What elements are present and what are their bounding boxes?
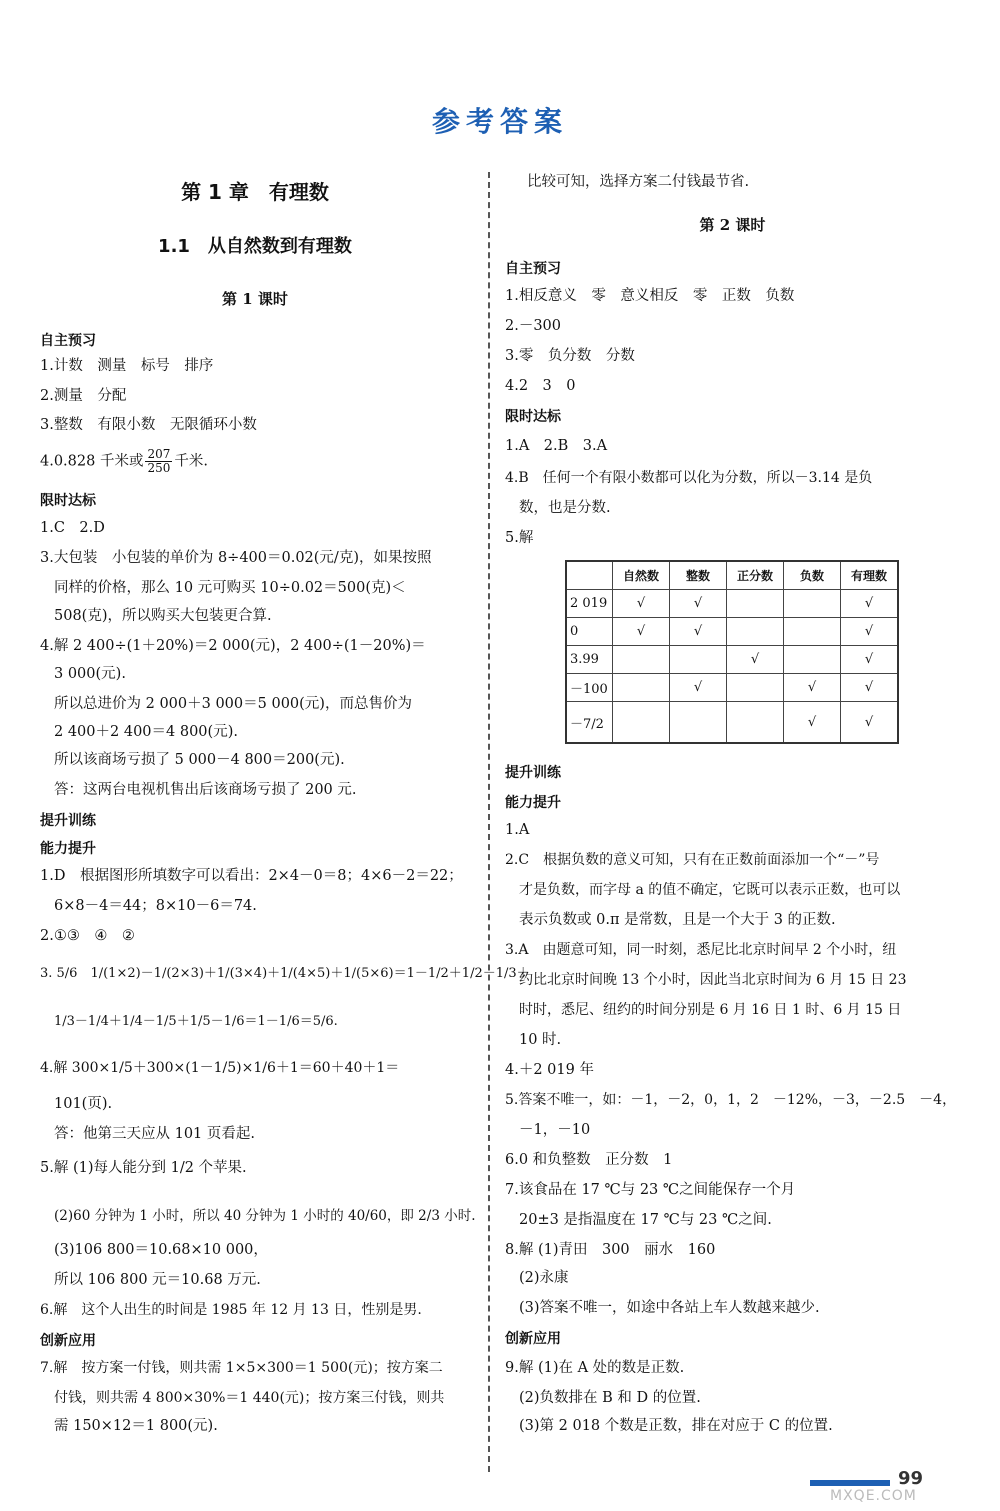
table-row (566, 618, 898, 646)
table-cell: 2 019 (566, 590, 613, 618)
table-cell: √ (670, 674, 727, 702)
table-cell: √ (613, 618, 670, 646)
answer-line: 才是负数，而字母 a 的值不确定，它既可以表示正数，也可以 (519, 882, 901, 898)
answer-line: 20±3 是指温度在 17 ℃与 23 ℃之间. (519, 1212, 772, 1228)
answer-line: 4.2 3 0 (505, 378, 576, 394)
answer-line: 答：这两台电视机售出后该商场亏损了 200 元. (54, 782, 357, 798)
section-heading: 1.1 从自然数到有理数 (158, 236, 352, 257)
table-cell: √ (727, 646, 784, 674)
table-cell: √ (784, 674, 841, 702)
answer-line: 7.该食品在 17 ℃与 23 ℃之间能保存一个月 (505, 1182, 796, 1198)
answer-line: (3)答案不唯一，如途中各站上车人数越来越少. (519, 1300, 820, 1316)
subhead-zizhu: 自主预习 (505, 261, 561, 277)
lesson-heading: 第 2 课时 (699, 216, 766, 234)
table-row (566, 702, 898, 744)
subhead-chuangxin: 创新应用 (505, 1331, 561, 1347)
answer-line: 3 000(元). (54, 666, 126, 682)
answer-line: 3. 5/6 1/(1×2)－1/(2×3)＋1/(3×4)＋1/(4×5)＋1/(5×6)＝1－1/2＋1/2－1/3＋ (40, 966, 530, 981)
answer-line: 约比北京时间晚 13 个小时，因此当北京时间为 6 月 15 日 23 (519, 972, 907, 988)
table-cell: √ (841, 646, 899, 674)
answer-line: 1.C 2.D (40, 520, 105, 536)
answer-line: 4.＋2 019 年 (505, 1062, 594, 1078)
subhead-tisheng: 提升训练 (40, 813, 96, 829)
answer-line: 表示负数或 0.π 是常数，且是一个大于 3 的正数. (519, 912, 836, 928)
table-row (566, 646, 898, 674)
table-cell: √ (670, 618, 727, 646)
answer-line: 比较可知，选择方案二付钱最节省. (527, 174, 750, 190)
table-cell: √ (841, 618, 899, 646)
answer-line: 1.计数 测量 标号 排序 (40, 358, 214, 374)
answer-line: 所以 106 800 元＝10.68 万元. (54, 1272, 261, 1288)
table-header-cell: 整数 (670, 561, 727, 590)
table-cell (613, 702, 670, 744)
table-cell (784, 646, 841, 674)
answer-line: 所以该商场亏损了 5 000－4 800＝200(元). (54, 752, 345, 768)
table-cell (670, 702, 727, 744)
table-cell (784, 618, 841, 646)
answer-line: 同样的价格，那么 10 元可购买 10÷0.02＝500(克)＜ (54, 580, 406, 596)
answer-line: 5.解 (505, 530, 534, 546)
table-row (566, 590, 898, 618)
answer-line: (3)第 2 018 个数是正数，排在对应于 C 的位置. (519, 1418, 833, 1434)
number-classification-table (565, 560, 899, 744)
table-cell: √ (841, 590, 899, 618)
table-cell (613, 646, 670, 674)
answer-line: 5.解 (1)每人能分到 1/2 个苹果. (40, 1160, 247, 1176)
answer-line: 8.解 (1)青田 300 丽水 160 (505, 1242, 716, 1258)
answer-line: 付钱，则共需 4 800×30%＝1 440(元)；按方案三付钱，则共 (54, 1390, 445, 1406)
page-number: 99 (898, 1468, 924, 1489)
subhead-nengli: 能力提升 (505, 795, 561, 811)
table-cell (727, 702, 784, 744)
table-cell (727, 674, 784, 702)
subhead-xianshi: 限时达标 (40, 493, 96, 509)
table-header-cell: 自然数 (613, 561, 670, 590)
table-cell: －100 (566, 674, 613, 702)
answer-line: 6.解 这个人出生的时间是 1985 年 12 月 13 日，性别是男. (40, 1302, 422, 1318)
watermark: MXQE.COM (830, 1488, 917, 1504)
subhead-zizhu: 自主预习 (40, 333, 96, 349)
table-row (566, 674, 898, 702)
table-cell (727, 590, 784, 618)
table-cell: 0 (566, 618, 613, 646)
subhead-chuangxin: 创新应用 (40, 1333, 96, 1349)
table-cell: 3.99 (566, 646, 613, 674)
answer-line: (2)负数排在 B 和 D 的位置. (519, 1390, 701, 1406)
table-cell (613, 674, 670, 702)
table-header-row (566, 561, 898, 590)
answer-line: 1.相反意义 零 意义相反 零 正数 负数 (505, 288, 795, 304)
answer-line: 3.A 由题意可知，同一时刻，悉尼比北京时间早 2 个小时，纽 (505, 942, 897, 958)
table-cell: √ (613, 590, 670, 618)
answer-line: 1.A 2.B 3.A (505, 438, 608, 454)
answer-line: 3.整数 有限小数 无限循环小数 (40, 417, 257, 433)
table-header-cell: 有理数 (841, 561, 899, 590)
chapter-heading: 第 1 章 有理数 (181, 180, 329, 204)
answer-line: 1/3－1/4＋1/4－1/5＋1/5－1/6＝1－1/6＝5/6. (54, 1014, 338, 1029)
answer-line: 需 150×12＝1 800(元). (54, 1418, 218, 1434)
answer-line: 7.解 按方案一付钱，则共需 1×5×300＝1 500(元)；按方案二 (40, 1360, 443, 1376)
answer-line: 6×8－4＝44；8×10－6＝74. (54, 898, 257, 914)
answer-line: 508(克)，所以购买大包装更合算. (54, 608, 272, 624)
page-title: 参考答案 (431, 105, 568, 138)
table-cell: －7/2 (566, 702, 613, 744)
answer-line: 10 时. (519, 1032, 562, 1048)
answer-line: 101(页). (54, 1096, 113, 1112)
table-header-cell: 正分数 (727, 561, 784, 590)
subhead-xianshi: 限时达标 (505, 409, 561, 425)
answer-line: (2)60 分钟为 1 小时，所以 40 分钟为 1 小时的 40/60，即 2/3 小时. (54, 1208, 476, 1224)
column-divider (488, 172, 490, 1472)
answer-line: 2.C 根据负数的意义可知，只有在正数前面添加一个“－”号 (505, 852, 880, 868)
table-cell: √ (841, 674, 899, 702)
table-header-cell (566, 561, 613, 590)
answer-line (40, 448, 208, 475)
page-number-bar (810, 1480, 890, 1486)
answer-line: 所以总进价为 2 000＋3 000＝5 000(元)，而总售价为 (54, 696, 412, 712)
table-cell: √ (784, 702, 841, 744)
answer-line: 9.解 (1)在 A 处的数是正数. (505, 1360, 685, 1376)
fraction-denominator: 250 (147, 461, 171, 475)
answer-line: 3.大包装 小包装的单价为 8÷400＝0.02(元/克)，如果按照 (40, 550, 432, 566)
answer-line: 4.B 任何一个有限小数都可以化为分数，所以－3.14 是负 (505, 470, 873, 486)
answer-line: 4.解 300×1/5＋300×(1－1/5)×1/6＋1＝60＋40＋1＝ (40, 1060, 400, 1076)
answer-line: 答：他第三天应从 101 页看起. (54, 1126, 256, 1142)
answer-text: 4.0.828 千米或 (40, 453, 144, 470)
answer-line: 1.A (505, 822, 530, 838)
fraction-numerator: 207 (147, 447, 171, 461)
subhead-nengli: 能力提升 (40, 841, 96, 857)
answer-line: 时时，悉尼、纽约的时间分别是 6 月 16 日 1 时、6 月 15 日 (519, 1002, 902, 1018)
answer-line: 4.解 2 400÷(1＋20%)＝2 000(元)，2 400÷(1－20%)＝ (40, 638, 426, 654)
answer-line: (2)永康 (519, 1270, 569, 1286)
answer-line: 1.D 根据图形所填数字可以看出：2×4－0＝8；4×6－2＝22； (40, 868, 463, 884)
fraction (145, 448, 172, 475)
table-cell (784, 590, 841, 618)
answer-line: 2.①③ ④ ② (40, 928, 135, 944)
answer-line: 6.0 和负整数 正分数 1 (505, 1152, 673, 1168)
table-cell: √ (670, 590, 727, 618)
subhead-tisheng: 提升训练 (505, 765, 561, 781)
table-cell (727, 618, 784, 646)
table-cell: √ (841, 702, 899, 744)
answer-line: 5.答案不唯一，如：－1，－2，0，1，2 －12%，－3，－2.5 －4， (505, 1092, 957, 1108)
answer-text: 千米. (174, 453, 208, 470)
answer-line: －1，－10 (519, 1122, 591, 1138)
table-header-cell: 负数 (784, 561, 841, 590)
answer-line: 3.零 负分数 分数 (505, 348, 635, 364)
answer-line: 2 400＋2 400＝4 800(元). (54, 724, 238, 740)
lesson-heading: 第 1 课时 (222, 290, 288, 308)
answer-line: 2.测量 分配 (40, 388, 127, 404)
answer-line: (3)106 800＝10.68×10 000， (54, 1242, 268, 1258)
answer-line: 数，也是分数. (519, 500, 611, 516)
answer-line: 2.－300 (505, 318, 562, 334)
table-cell (670, 646, 727, 674)
